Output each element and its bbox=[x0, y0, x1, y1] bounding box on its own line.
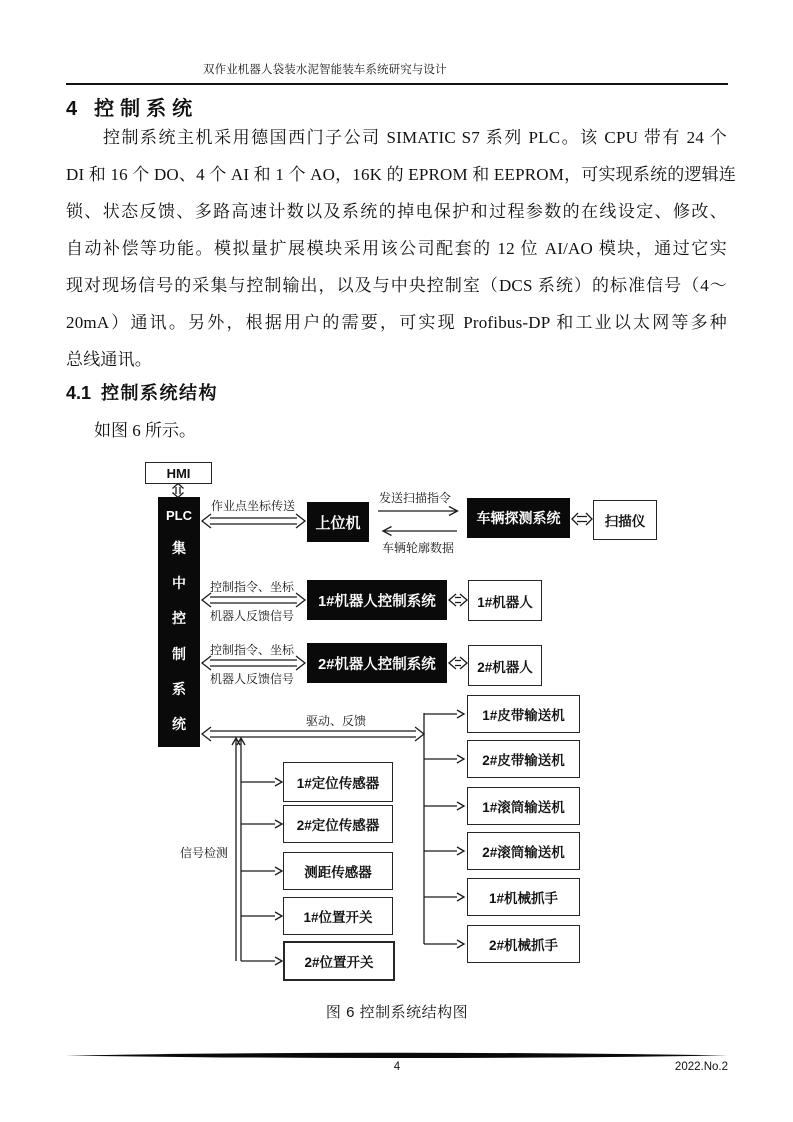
plc-label: 控 bbox=[172, 610, 186, 627]
robot2-control-box: 2#机器人控制系统 bbox=[307, 643, 447, 683]
label-vehicle-profile: 车辆轮廓数据 bbox=[382, 541, 455, 555]
running-header-title: 双作业机器人袋装水泥智能装车系统研究与设计 bbox=[203, 64, 447, 76]
plc-label: PLC bbox=[166, 508, 192, 523]
actuator-box: 2#机械抓手 bbox=[467, 925, 580, 963]
hmi-plc-updown-arrow-icon bbox=[173, 484, 184, 498]
send-scan-arrow-icon bbox=[378, 507, 458, 516]
figure-reference-text: 如图 6 所示。 bbox=[94, 421, 196, 440]
actuator-box: 2#皮带输送机 bbox=[467, 740, 580, 778]
paragraph-line: 锁、状态反馈、多路高速计数以及系统的掉电保护和过程参数的在线设定、修改、 bbox=[66, 202, 727, 221]
vds-scanner-double-arrow-icon bbox=[572, 513, 592, 525]
plc-robot2-double-arrow-icon bbox=[202, 656, 305, 670]
sensor-box: 2#定位传感器 bbox=[283, 805, 393, 843]
robot1-box: 1#机器人 bbox=[468, 580, 542, 621]
footer-page-number: 4 bbox=[393, 1061, 401, 1073]
subsection-number: 4.1 bbox=[66, 383, 92, 403]
paragraph-line: DI 和 16 个 DO、4 个 AI 和 1 个 AO，16K 的 EPROM 和 EEPROM，可实现系统的逻辑连 bbox=[66, 165, 737, 184]
label-send-scan: 发送扫描指令 bbox=[379, 491, 452, 505]
label-robot-feedback-1: 机器人反馈信号 bbox=[209, 609, 294, 623]
plc-label: 集 bbox=[172, 540, 186, 557]
label-robot-feedback-2: 机器人反馈信号 bbox=[209, 672, 294, 686]
sensor-box: 1#定位传感器 bbox=[283, 762, 393, 802]
plc-label: 制 bbox=[172, 645, 186, 662]
robot2-link-double-arrow-icon bbox=[449, 657, 467, 669]
robot1-control-box: 1#机器人控制系统 bbox=[307, 580, 447, 620]
plc-label: 统 bbox=[172, 715, 186, 732]
upper-computer-box: 上位机 bbox=[307, 502, 369, 542]
sensor-box: 2#位置开关 bbox=[283, 941, 395, 981]
sensor-box: 测距传感器 bbox=[283, 852, 393, 890]
footer-rule bbox=[66, 1053, 728, 1058]
section-title: 控制系统 bbox=[94, 98, 199, 120]
header-rule bbox=[66, 83, 728, 85]
actuator-box: 1#滚筒输送机 bbox=[467, 787, 580, 825]
paragraph-line: 自动补偿等功能。模拟量扩展模块采用该公司配套的 12 位 AI/AO 模块，通过它实 bbox=[66, 239, 727, 258]
section-heading bbox=[66, 92, 198, 121]
body-paragraph bbox=[66, 119, 737, 378]
left-branch-lines bbox=[232, 738, 282, 965]
footer-issue-number: 2022.No.2 bbox=[674, 1061, 728, 1073]
paragraph-line: 控制系统主机采用德国西门子公司 SIMATIC S7 系列 PLC。该 CPU 带有 24 个 bbox=[103, 128, 727, 147]
figure-caption: 图 6 控制系统结构图 bbox=[325, 1004, 469, 1021]
robot2-box: 2#机器人 bbox=[468, 645, 542, 686]
subsection-title: 控制系统结构 bbox=[101, 383, 219, 403]
sensor-box: 1#位置开关 bbox=[283, 897, 393, 935]
actuator-box: 1#皮带输送机 bbox=[467, 695, 580, 733]
label-signal-detect: 信号检测 bbox=[179, 846, 228, 860]
plc-label: 中 bbox=[172, 575, 186, 592]
subsection-heading bbox=[66, 379, 218, 405]
paragraph-line: 20mA）通讯。另外，根据用户的需要，可实现 Profibus-DP 和工业以太网等多种 bbox=[66, 313, 727, 332]
actuator-box: 1#机械抓手 bbox=[467, 878, 580, 916]
paragraph-line: 现对现场信号的采集与控制输出，以及与中央控制室（DCS 系统）的标准信号（4～ bbox=[66, 276, 727, 295]
label-ctrl-cmd-1: 控制指令、坐标 bbox=[209, 580, 294, 594]
actuator-box: 2#滚筒输送机 bbox=[467, 832, 580, 870]
plc-upos-double-arrow-icon bbox=[202, 514, 305, 528]
section-number: 4 bbox=[66, 98, 78, 120]
label-ctrl-cmd-2: 控制指令、坐标 bbox=[209, 643, 294, 657]
scanner-box: 扫描仪 bbox=[593, 500, 657, 540]
drive-feedback-double-arrow-icon bbox=[202, 727, 424, 741]
vehicle-detect-box: 车辆探测系统 bbox=[467, 498, 570, 538]
hmi-box: HMI bbox=[145, 462, 212, 484]
right-branch-lines bbox=[424, 710, 464, 948]
robot1-link-double-arrow-icon bbox=[449, 594, 467, 606]
label-drive-feedback: 驱动、反馈 bbox=[305, 714, 366, 728]
plc-central-control-box bbox=[158, 497, 200, 747]
plc-label: 系 bbox=[172, 680, 186, 697]
paragraph-line: 总线通讯。 bbox=[66, 350, 152, 369]
plc-robot1-double-arrow-icon bbox=[202, 593, 305, 607]
vehicle-data-arrow-icon bbox=[383, 527, 457, 536]
label-coord-send: 作业点坐标传送 bbox=[210, 499, 295, 513]
